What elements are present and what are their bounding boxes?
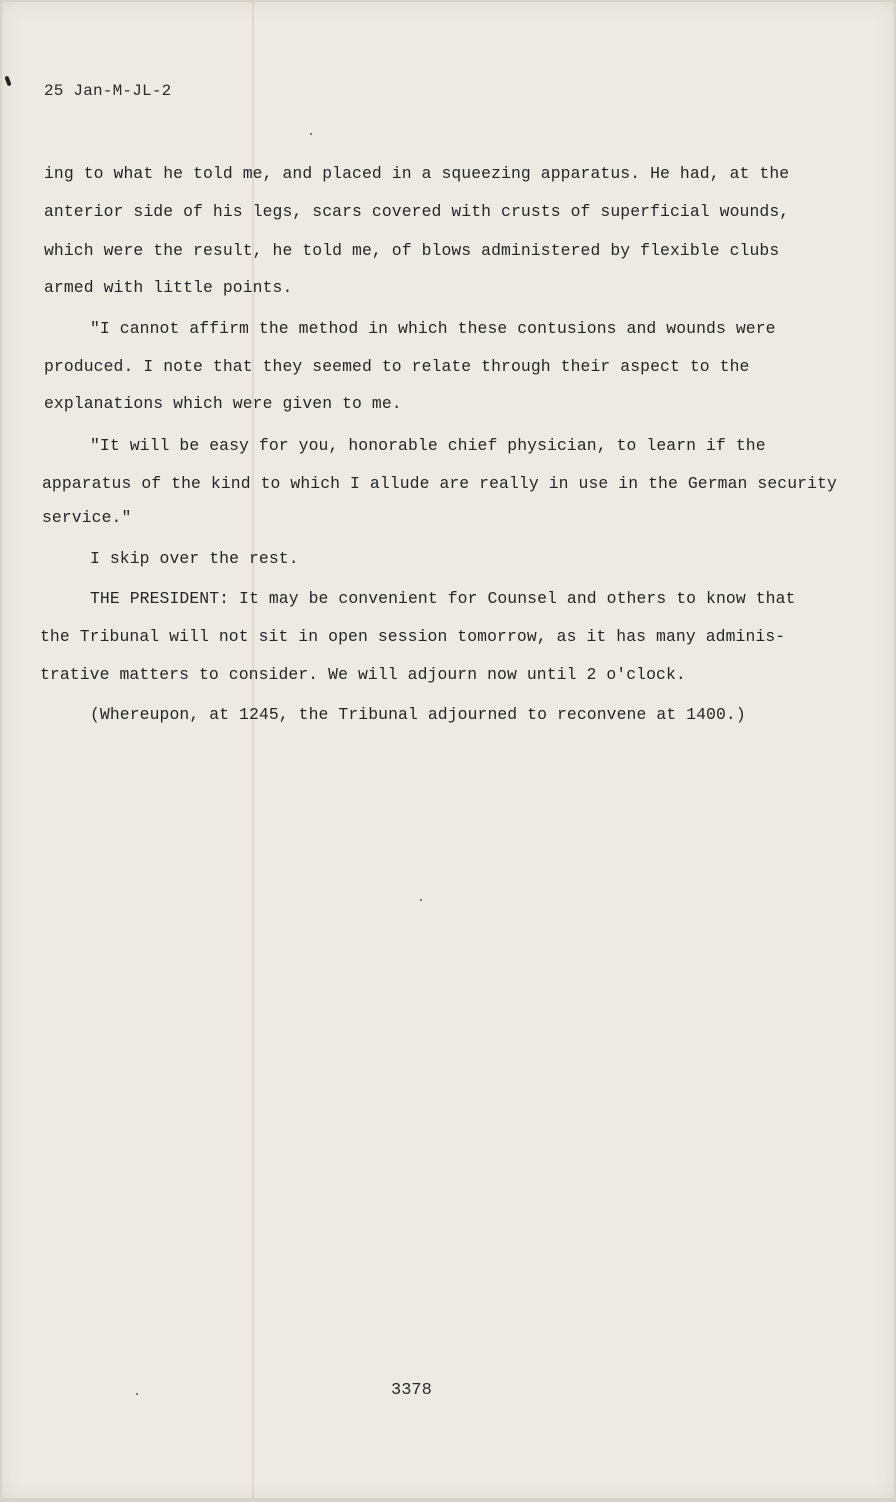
text-line: I skip over the rest. bbox=[90, 549, 299, 568]
text-line: explanations which were given to me. bbox=[44, 394, 402, 413]
text-line: trative matters to consider. We will adjourn now until 2 o'clock. bbox=[40, 665, 686, 684]
text-line: "It will be easy for you, honorable chief physician, to learn if the bbox=[90, 436, 766, 455]
text-line: produced. I note that they seemed to relate through their aspect to the bbox=[44, 357, 750, 376]
speck bbox=[136, 1393, 138, 1395]
text-line: THE PRESIDENT: It may be convenient for Counsel and others to know that bbox=[90, 589, 796, 608]
text-line: anterior side of his legs, scars covered with crusts of superficial wounds, bbox=[44, 202, 790, 221]
text-line: the Tribunal will not sit in open session tomorrow, as it has many adminis- bbox=[40, 627, 786, 646]
text-line: (Whereupon, at 1245, the Tribunal adjourned to reconvene at 1400.) bbox=[90, 705, 746, 724]
text-line: armed with little points. bbox=[44, 278, 293, 297]
speck bbox=[310, 133, 312, 135]
text-line: "I cannot affirm the method in which these contusions and wounds were bbox=[90, 319, 776, 338]
text-line: which were the result, he told me, of blows administered by flexible clubs bbox=[44, 241, 780, 260]
document-header: 25 Jan-M-JL-2 bbox=[44, 82, 172, 100]
fold-line bbox=[252, 2, 254, 1498]
text-line: apparatus of the kind to which I allude are really in use in the German security bbox=[42, 474, 837, 493]
page-number: 3378 bbox=[391, 1381, 432, 1400]
document-page bbox=[2, 2, 894, 1498]
text-line: ing to what he told me, and placed in a squeezing apparatus. He had, at the bbox=[44, 164, 790, 183]
text-line: service." bbox=[42, 508, 132, 527]
speck bbox=[420, 899, 422, 901]
edge-mark bbox=[4, 76, 11, 87]
